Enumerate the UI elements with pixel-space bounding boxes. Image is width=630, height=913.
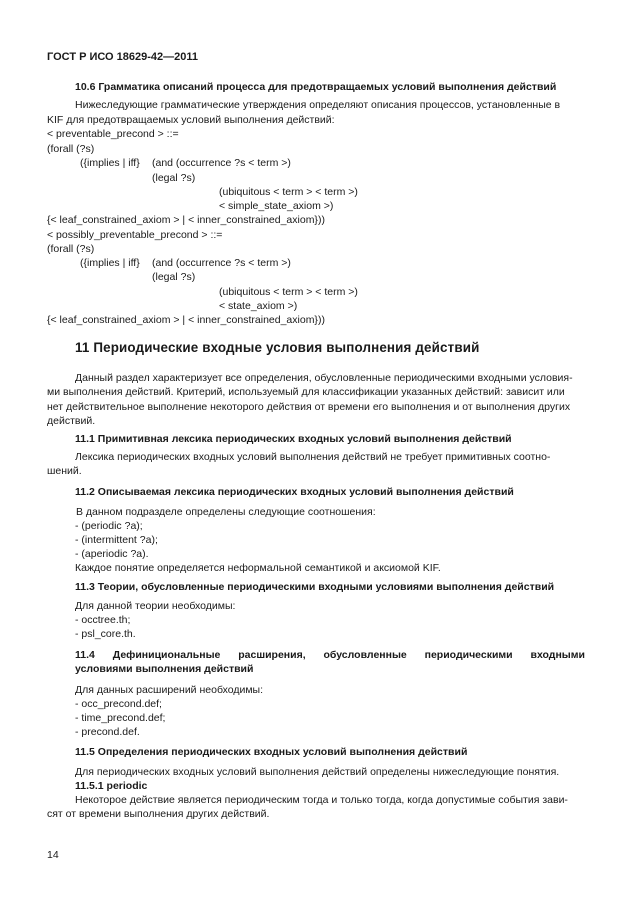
s10-6-intro-line-1: Нижеследующие грамматические утверждения определяют описания процессов, установленные в xyxy=(75,99,561,111)
s11-1-line: Лексика периодических входных условий выполнения действий не требует примитивных соотно- xyxy=(75,451,551,463)
grammar-line: (forall (?s) xyxy=(47,143,95,155)
s11-5-line: Для периодических входных условий выполнения действий определены нижеследующие понятия. xyxy=(75,766,560,778)
s11-3-line: Для данной теории необходимы: xyxy=(75,600,236,612)
s11-2-line: Каждое понятие определяется неформальной семантикой и аксиомой KIF. xyxy=(75,562,441,574)
s11-5-line: сят от времени выполнения других действий. xyxy=(47,808,270,820)
s11-2-line: В данном подразделе определены следующие соотношения: xyxy=(76,506,376,518)
section-11-title: 11 Периодические входные условия выполнения действий xyxy=(75,340,480,355)
s11-para-line: ми выполнения действий. Критерий, используемый для классификации указанных действий: зависит или xyxy=(47,386,565,398)
s11-4-line: - time_precond.def; xyxy=(75,712,166,724)
grammar-line: (ubiquitous < term > < term >) xyxy=(219,186,358,198)
grammar-line: < state_axiom >) xyxy=(219,300,298,312)
page-number: 14 xyxy=(47,849,59,861)
grammar-line: ({implies | iff} xyxy=(80,257,140,269)
s11-2-line: - (periodic ?a); xyxy=(75,520,143,532)
s11-5-line: Некоторое действие является периодическим тогда и только тогда, когда допустимые события зави- xyxy=(75,794,568,806)
s11-1-line: шений. xyxy=(47,465,82,477)
grammar-line: {< leaf_constrained_axiom > | < inner_constrained_axiom})) xyxy=(47,214,325,226)
section-11-5-1-title: 11.5.1 periodic xyxy=(75,780,148,792)
s11-2-line: - (intermittent ?a); xyxy=(75,534,158,546)
section-11-3-title: 11.3 Теории, обусловленные периодическими входными условиями выполнения действий xyxy=(75,581,555,593)
s11-4-line: Для данных расширений необходимы: xyxy=(75,684,264,696)
s11-4-line: - precond.def. xyxy=(75,726,140,738)
s10-6-intro-line-2: KIF для предотвращаемых условий выполнения действий: xyxy=(47,114,335,126)
s11-para-line: действий. xyxy=(47,415,96,427)
s11-2-line: - (aperiodic ?a). xyxy=(75,548,149,560)
grammar-line: ({implies | iff} xyxy=(80,157,140,169)
grammar-line: (and (occurrence ?s < term >) xyxy=(152,257,291,269)
grammar-line: < possibly_preventable_precond > ::= xyxy=(47,229,223,241)
section-11-2-title: 11.2 Описываемая лексика периодических входных условий выполнения действий xyxy=(75,486,514,498)
s11-4-line: - occ_precond.def; xyxy=(75,698,162,710)
section-11-4-title-line-2: условиями выполнения действий xyxy=(75,663,254,675)
section-11-5-title: 11.5 Определения периодических входных условий выполнения действий xyxy=(75,746,468,758)
grammar-line: (legal ?s) xyxy=(152,172,196,184)
s11-3-line: - occtree.th; xyxy=(75,614,131,626)
s11-para-line: нет действительное выполнение некоторого действия от времени его выполнения и от выполнения других xyxy=(47,401,571,413)
grammar-line: < preventable_precond > ::= xyxy=(47,128,179,140)
grammar-line: < simple_state_axiom >) xyxy=(219,200,334,212)
grammar-line: (and (occurrence ?s < term >) xyxy=(152,157,291,169)
grammar-line: (ubiquitous < term > < term >) xyxy=(219,286,358,298)
grammar-line: {< leaf_constrained_axiom > | < inner_constrained_axiom})) xyxy=(47,314,325,326)
grammar-line: (forall (?s) xyxy=(47,243,95,255)
s11-para-line: Данный раздел характеризует все определения, обусловленные периодическими входными условия- xyxy=(75,372,573,384)
s11-3-line: - psl_core.th. xyxy=(75,628,136,640)
section-11-4-title-line-1: 11.4 Дефинициональные расширения, обусловленные периодическими входными xyxy=(75,649,585,661)
section-11-1-title: 11.1 Примитивная лексика периодических входных условий выполнения действий xyxy=(75,433,512,445)
section-10-6-title: 10.6 Грамматика описаний процесса для предотвращаемых условий выполнения действий xyxy=(75,81,557,93)
document-header: ГОСТ Р ИСО 18629-42—2011 xyxy=(47,51,199,63)
grammar-line: (legal ?s) xyxy=(152,271,196,283)
